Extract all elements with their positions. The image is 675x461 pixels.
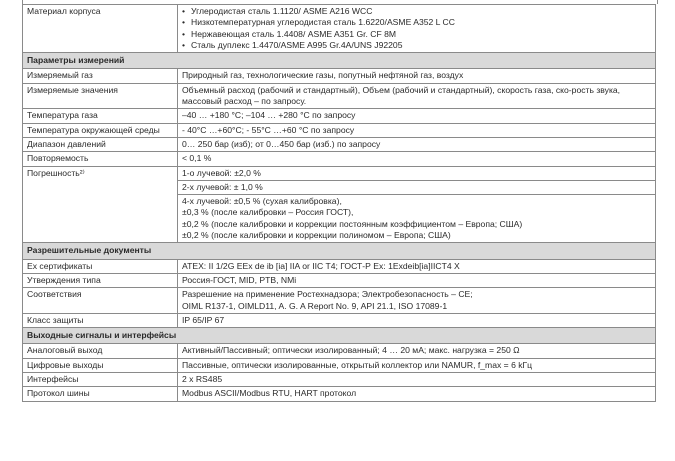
section-title: Выходные сигналы и интерфейсы xyxy=(23,328,656,344)
section-title: Разрешительные документы xyxy=(23,243,656,259)
row-value: 2 x RS485 xyxy=(178,373,656,387)
row-label: Цифровые выходы xyxy=(23,358,178,372)
row-value: 0… 250 бар (изб); от 0…450 бар (изб.) по запросу xyxy=(178,137,656,151)
row-label: Погрешность²⁾ xyxy=(23,166,178,243)
section-header xyxy=(23,53,656,69)
table-row xyxy=(23,69,656,83)
row-value: Пассивные, оптически изолированные, открытый коллектор или NAMUR, f_max = 6 kГц xyxy=(178,358,656,372)
value-line: ±0,2 % (после калибровки и коррекции постоянным коэффициентом – Европа; США) xyxy=(182,218,523,229)
row-label: Соответствия xyxy=(23,288,178,314)
table-row xyxy=(23,83,656,109)
row-value: < 0,1 % xyxy=(178,152,656,166)
table-row xyxy=(23,358,656,372)
row-value xyxy=(178,195,656,243)
row-value: Россия-ГОСТ, MID, PTB, NMi xyxy=(178,273,656,287)
row-value: IP 65/IP 67 xyxy=(178,313,656,327)
row-label: Класс защиты xyxy=(23,313,178,327)
table-row xyxy=(23,344,656,358)
table-row xyxy=(23,123,656,137)
row-value: 2-х лучевой: ± 1,0 % xyxy=(178,180,656,194)
section-title: Параметры измерений xyxy=(23,53,656,69)
list-item: • Нержавеющая сталь 1.4408/ ASME A351 Gr. CF 8M xyxy=(182,29,651,40)
row-label: Измеряемые значения xyxy=(23,83,178,109)
value-line: Разрешение на применение Ростехнадзора; Электробезопасность – CE; xyxy=(182,289,473,300)
row-label: Утверждения типа xyxy=(23,273,178,287)
row-label: Аналоговый выход xyxy=(23,344,178,358)
table-row xyxy=(23,373,656,387)
table-row xyxy=(23,387,656,401)
value-line: ±0,2 % (после калибровки и коррекции полиномом – Европа; США) xyxy=(182,230,451,241)
table-row xyxy=(23,259,656,273)
row-label: Материал корпуса xyxy=(23,5,178,53)
row-value: Modbus ASCII/Modbus RTU, HART протокол xyxy=(178,387,656,401)
row-label: Повторяемость xyxy=(23,152,178,166)
table-row xyxy=(23,109,656,123)
row-value: 1-о лучевой: ±2,0 % xyxy=(178,166,656,180)
spec-table xyxy=(22,4,656,402)
row-label: Измеряемый газ xyxy=(23,69,178,83)
table-row xyxy=(23,166,656,180)
row-label: Ex сертификаты xyxy=(23,259,178,273)
table-row xyxy=(23,273,656,287)
table-row xyxy=(23,152,656,166)
section-header xyxy=(23,243,656,259)
list-item: • Сталь дуплекс 1.4470/ASME A995 Gr.4A/UNS J92205 xyxy=(182,40,651,51)
value-line: OIML R137-1, OIMLD11, A. G. A Report No. 9, API 21.1, ISO 17089-1 xyxy=(182,300,448,311)
row-value: ATEX: II 1/2G EEx de ib [ia] IIA or IIC T4; ГОСТ-Р Ex: 1Exdeib[ia]IICT4 X xyxy=(178,259,656,273)
row-value: Природный газ, технологические газы, попутный нефтяной газ, воздух xyxy=(178,69,656,83)
section-header xyxy=(23,328,656,344)
table-row xyxy=(23,313,656,327)
row-value: –40 … +180 °C; –104 … +280 °C по запросу xyxy=(178,109,656,123)
row-value xyxy=(178,5,656,53)
row-label: Диапазон давлений xyxy=(23,137,178,151)
table-row xyxy=(23,137,656,151)
row-value: Объемный расход (рабочий и стандартный), Объем (рабочий и стандартный), скорость газа, ско-рость звука, массовый расход – по запросу. xyxy=(178,83,656,109)
row-value xyxy=(178,288,656,314)
list-item: • Углеродистая сталь 1.1120/ ASME A216 WCC xyxy=(182,6,651,17)
row-value: - 40°C …+60°C; - 55°C …+60 °C по запросу xyxy=(178,123,656,137)
table-row xyxy=(23,288,656,314)
row-value: Активный/Пассивный; оптически изолированный; 4 … 20 мА; макс. нагрузка = 250 Ω xyxy=(178,344,656,358)
row-label: Температура газа xyxy=(23,109,178,123)
row-label: Протокол шины xyxy=(23,387,178,401)
row-label: Температура окружающей среды xyxy=(23,123,178,137)
value-line: 4-х лучевой: ±0,5 % (сухая калибровка), xyxy=(182,196,342,207)
row-label: Интерфейсы xyxy=(23,373,178,387)
value-line: ±0,3 % (после калибровки – Россия ГОСТ), xyxy=(182,207,354,218)
list-item: • Низкотемпературная углеродистая сталь 1.6220/ASME A352 L CC xyxy=(182,17,651,28)
table-row xyxy=(23,5,656,53)
